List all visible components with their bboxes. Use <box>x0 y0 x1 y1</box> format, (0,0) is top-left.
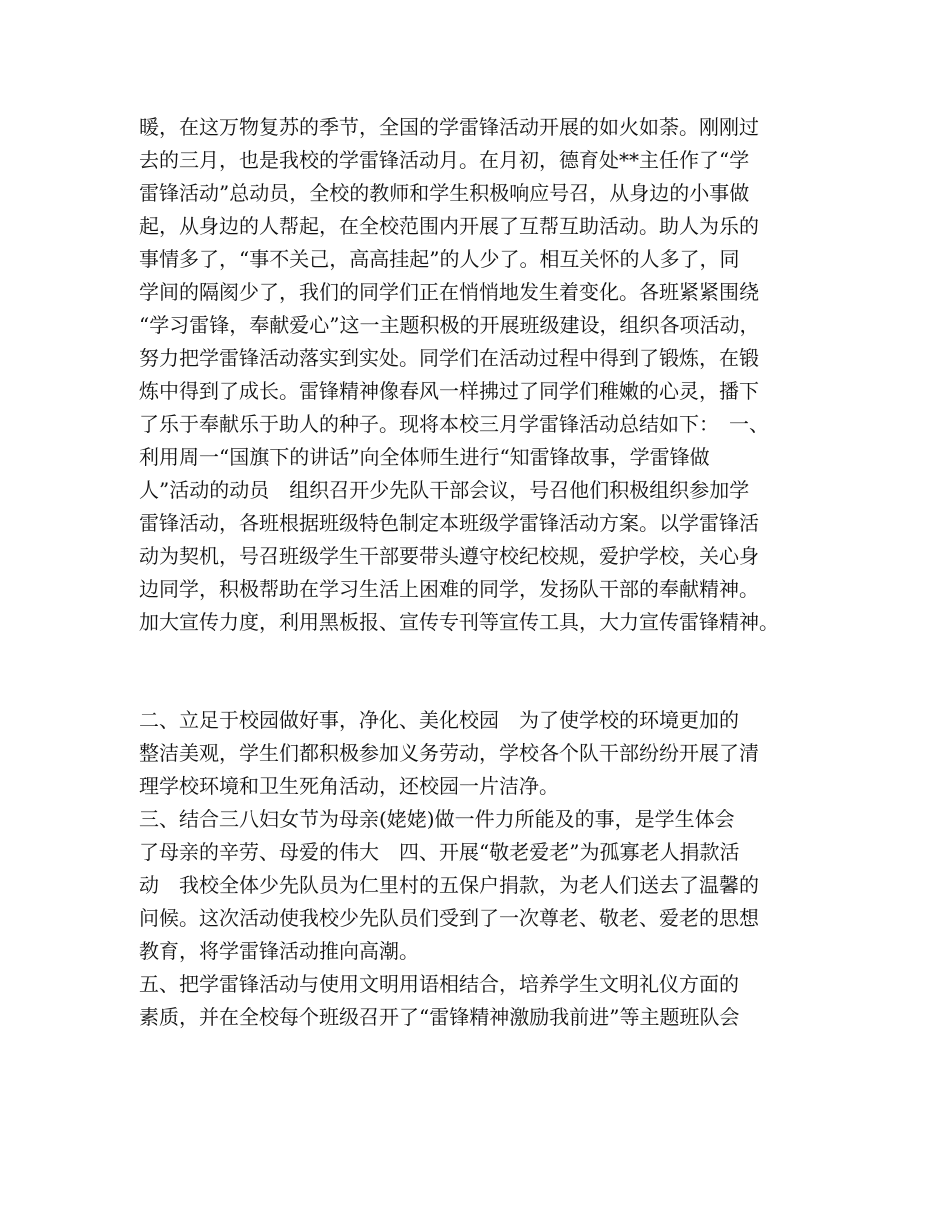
text-line: 边同学，积极帮助在学习生活上困难的同学，发扬队干部的奉献精神。 <box>139 577 759 601</box>
body-paragraph-2 <box>139 704 839 1034</box>
text-line: 问候。这次活动使我校少先队员们受到了一次尊老、敬老、爱老的思想 <box>139 906 759 930</box>
text-line: 动 我校全体少先队员为仁里村的五保户捐款，为老人们送去了温馨的 <box>139 873 759 897</box>
text-line: 二、立足于校园做好事，净化、美化校园 为了使学校的环境更加的 <box>139 708 739 732</box>
text-line: 加大宣传力度，利用黑板报、宣传专刊等宣传工具，大力宣传雷锋精神。 <box>139 610 779 634</box>
text-line: 利用周一“国旗下的讲话”向全体师生进行“知雷锋故事，学雷锋做 <box>139 445 710 469</box>
text-line: 教育，将学雷锋活动推向高潮。 <box>139 939 419 963</box>
text-line: 暖，在这万物复苏的季节，全国的学雷锋活动开展的如火如荼。刚刚过 <box>139 115 759 139</box>
text-line: 雷锋活动”总动员，全校的教师和学生积极响应号召，从身边的小事做 <box>139 181 750 205</box>
text-line: 理学校环境和卫生死角活动，还校园一片洁净。 <box>139 774 559 798</box>
text-line: “学习雷锋，奉献爱心”这一主题积极的开展班级建设，组织各项活动， <box>139 313 760 337</box>
text-line: 起，从身边的人帮起，在全校范围内开展了互帮互助活动。助人为乐的 <box>139 214 759 238</box>
text-line: 人”活动的动员 组织召开少先队干部会议，号召他们积极组织参加学 <box>139 478 750 502</box>
text-line: 素质，并在全校每个班级召开了“雷锋精神激励我前进”等主题班队会 <box>139 1005 740 1029</box>
text-line: 五、把学雷锋活动与使用文明用语相结合，培养学生文明礼仪方面的 <box>139 972 739 996</box>
text-line: 动为契机，号召班级学生干部要带头遵守校纪校规，爱护学校，关心身 <box>139 544 759 568</box>
body-paragraph-1 <box>139 111 839 639</box>
text-line: 三、结合三八妇女节为母亲(姥姥)做一件力所能及的事，是学生体会 <box>139 807 735 831</box>
text-line: 雷锋活动，各班根据班级特色制定本班级学雷锋活动方案。以学雷锋活 <box>139 511 759 535</box>
text-line: 炼中得到了成长。雷锋精神像春风一样拂过了同学们稚嫩的心灵，播下 <box>139 379 759 403</box>
text-line: 了乐于奉献乐于助人的种子。现将本校三月学雷锋活动总结如下： 一、 <box>139 412 769 436</box>
text-line: 努力把学雷锋活动落实到实处。同学们在活动过程中得到了锻炼，在锻 <box>139 346 759 370</box>
text-line: 学间的隔阂少了，我们的同学们正在悄悄地发生着变化。各班紧紧围绕 <box>139 280 759 304</box>
text-line: 事情多了，“事不关己，高高挂起”的人少了。相互关怀的人多了，同 <box>139 247 740 271</box>
text-line: 整洁美观，学生们都积极参加义务劳动，学校各个队干部纷纷开展了清 <box>139 741 759 765</box>
text-line: 去的三月，也是我校的学雷锋活动月。在月初，德育处**主任作了“学 <box>139 148 750 172</box>
text-line: 了母亲的辛劳、母爱的伟大 四、开展“敬老爱老”为孤寡老人捐款活 <box>139 840 740 864</box>
